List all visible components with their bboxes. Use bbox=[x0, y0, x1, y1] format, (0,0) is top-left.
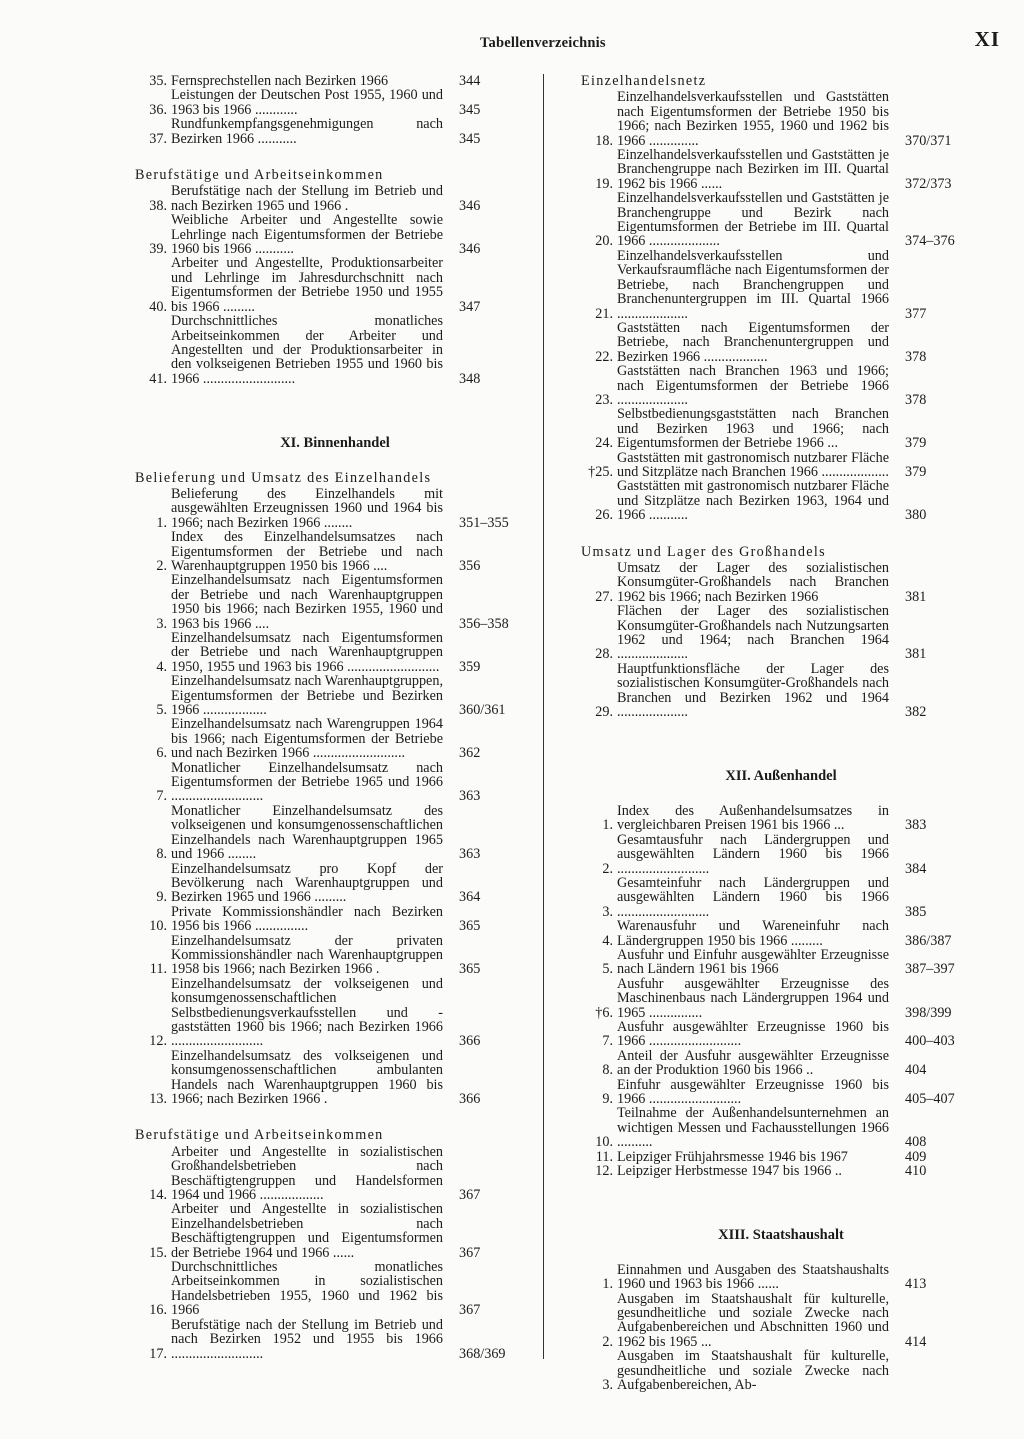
entry-page: 386/387 bbox=[905, 932, 952, 949]
toc-entry bbox=[581, 148, 961, 191]
entry-number: 7. bbox=[156, 788, 167, 805]
entry-page: 370/371 bbox=[905, 132, 952, 149]
toc-entry bbox=[581, 1150, 961, 1164]
entry-number: 4. bbox=[156, 658, 167, 675]
toc-entry bbox=[135, 314, 515, 386]
entry-page: 356–358 bbox=[459, 615, 509, 632]
entry-title: Fernsprechstellen nach Bezirken 1966 bbox=[171, 73, 389, 89]
entry-number: 15. bbox=[149, 1244, 167, 1261]
entry-page: 408 bbox=[905, 1134, 927, 1151]
entry-title: Belieferung des Einzelhandels mit ausgewählten Erzeugnissen 1960 und 1964 bis 1966; nach Bezirken 1966 ........ bbox=[171, 485, 443, 531]
toc-entry bbox=[135, 862, 515, 905]
entry-number: 10. bbox=[595, 1134, 613, 1151]
entry-number: 11. bbox=[149, 961, 167, 978]
entry-title: Selbstbedienungsgaststätten nach Branchen und Bezirken 1963 und 1966; nach Eigentumsformen der Betriebe 1966 ... bbox=[617, 406, 889, 452]
entry-number: 5. bbox=[602, 961, 613, 978]
entry-title: Index des Außenhandelsumsatzes in vergleichbaren Preisen 1961 bis 1966 ... bbox=[617, 802, 889, 834]
toc-entry bbox=[135, 977, 515, 1049]
entry-title: Gaststätten nach Eigentumsformen der Betriebe, nach Branchenuntergruppen und Bezirken 1966 .................. bbox=[617, 319, 889, 365]
entry-page: 413 bbox=[905, 1276, 927, 1293]
toc-entry bbox=[581, 662, 961, 720]
entry-title: Einzelhandelsverkaufsstellen und Gaststätten je Branchengruppe und Bezirk nach Eigentumsformen der Betriebe im III. Quartal 1966 .................... bbox=[617, 190, 889, 250]
toc-section bbox=[135, 74, 515, 146]
entry-page: 400–403 bbox=[905, 1033, 955, 1050]
entry-title: Arbeiter und Angestellte, Produktionsarbeiter und Lehrlinge im Jahresdurchschnitt nach Eigentumsformen der Betriebe 1950 und 1955 bis 1966 ......... bbox=[171, 255, 443, 315]
entry-page: 364 bbox=[459, 889, 481, 906]
entry-number: 37. bbox=[149, 130, 167, 147]
toc-entry bbox=[135, 1260, 515, 1318]
entry-page: 384 bbox=[905, 860, 927, 877]
entry-title: Flächen der Lager des sozialistischen Konsumgüter-Großhandels nach Nutzungsarten 1962 und 1964; nach Branchen 1964 .................... bbox=[617, 603, 889, 663]
toc-entry bbox=[135, 117, 515, 146]
toc-entry bbox=[581, 1078, 961, 1107]
running-title: Tabellenverzeichnis bbox=[480, 35, 606, 51]
toc-entry bbox=[135, 717, 515, 760]
toc-section bbox=[135, 168, 515, 386]
entry-title: Ausgaben im Staatshaushalt für kulturelle, gesundheitliche und soziale Zwecke nach Aufgabenbereichen und Abschnitten 1960 und 1962 bis 1965 ... bbox=[617, 1290, 889, 1350]
toc-entry bbox=[581, 364, 961, 407]
left-column bbox=[135, 74, 515, 1361]
entry-page: 381 bbox=[905, 646, 927, 663]
group-title: Berufstätige und Arbeitseinkommen bbox=[135, 167, 384, 184]
entry-page: 377 bbox=[905, 305, 927, 322]
entry-page: 372/373 bbox=[905, 175, 952, 192]
entry-number: 21. bbox=[595, 305, 613, 322]
entry-title: Leistungen der Deutschen Post 1955, 1960 und 1963 bis 1966 ............ bbox=[171, 87, 443, 118]
toc-entry bbox=[581, 479, 961, 522]
entry-title: Monatlicher Einzelhandelsumsatz des volkseigenen und konsumgenossenschaftlichen Einzelhandels nach Warenhauptgruppen 1965 und 1966 ........ bbox=[171, 802, 443, 863]
toc-entry bbox=[581, 833, 961, 876]
toc-entry bbox=[581, 919, 961, 948]
entry-page: 387–397 bbox=[905, 961, 955, 978]
entry-number: 2. bbox=[156, 557, 167, 574]
entry-number: 6. bbox=[156, 745, 167, 762]
entry-title: Einzelhandelsumsatz nach Eigentumsformen der Betriebe und nach Warenhauptgruppen 1950, 1955 und 1963 bis 1966 .......................... bbox=[171, 630, 443, 675]
entry-title: Leipziger Herbstmesse 1947 bis 1966 .. bbox=[617, 1163, 842, 1180]
entry-title: Einnahmen und Ausgaben des Staatshaushalts 1960 und 1963 bis 1966 ...... bbox=[617, 1261, 889, 1293]
entry-title: Warenausfuhr und Wareneinfuhr nach Ländergruppen 1950 bis 1966 ......... bbox=[617, 918, 889, 949]
entry-title: Weibliche Arbeiter und Angestellte sowie Lehrlinge nach Eigentumsformen der Betriebe 1960 bis 1966 ........... bbox=[171, 212, 443, 258]
entry-number: 3. bbox=[602, 903, 613, 920]
entry-title: Einzelhandelsumsatz nach Eigentumsformen der Betriebe und nach Warenhauptgruppen 1950 bis 1966; nach Bezirken 1955, 1960 und 1963 bis 1966 .... bbox=[171, 572, 443, 632]
entry-page: 362 bbox=[459, 745, 481, 762]
toc-entry bbox=[135, 674, 515, 717]
entry-page: 366 bbox=[459, 1091, 481, 1107]
entry-page: 398/399 bbox=[905, 1004, 952, 1021]
entry-title: Gesamteinfuhr nach Ländergruppen und ausgewählten Ländern 1960 bis 1966 .......................... bbox=[617, 874, 889, 920]
toc-section bbox=[135, 436, 515, 1106]
entry-page: 363 bbox=[459, 846, 481, 863]
entry-number: 16. bbox=[149, 1302, 167, 1319]
entry-title: Gaststätten nach Branchen 1963 und 1966; nach Eigentumsformen der Betriebe 1966 .................... bbox=[617, 363, 889, 408]
entry-number: 7. bbox=[602, 1033, 613, 1050]
entry-page: 367 bbox=[459, 1302, 481, 1319]
entry-page: 374–376 bbox=[905, 233, 955, 250]
toc-entry bbox=[135, 1318, 515, 1361]
toc-entry bbox=[135, 761, 515, 804]
entry-title: Ausfuhr und Einfuhr ausgewählter Erzeugnisse nach Ländern 1961 bis 1966 bbox=[617, 946, 889, 978]
entry-page: 378 bbox=[905, 391, 927, 408]
entry-page: 382 bbox=[905, 704, 927, 721]
toc-entry bbox=[135, 631, 515, 674]
entry-number: 8. bbox=[602, 1062, 613, 1079]
entry-title: Hauptfunktionsfläche der Lager des sozialistischen Konsumgüter-Großhandels nach Branchen und Bezirken 1962 und 1964 .................... bbox=[617, 660, 889, 721]
entry-number: 11. bbox=[595, 1148, 613, 1165]
entry-page: 367 bbox=[459, 1244, 481, 1261]
entry-number: 19. bbox=[595, 175, 613, 192]
entry-page: 345 bbox=[459, 101, 481, 118]
toc-entry bbox=[135, 1049, 515, 1107]
entry-number: 28. bbox=[595, 646, 613, 663]
group-title: Belieferung und Umsatz des Einzelhandels bbox=[135, 469, 432, 486]
toc-entry bbox=[581, 407, 961, 450]
toc-entry bbox=[581, 1049, 961, 1078]
entry-page: 385 bbox=[905, 903, 927, 920]
entry-number: †25. bbox=[588, 463, 613, 480]
entry-number: 41. bbox=[149, 370, 167, 387]
entry-page: 365 bbox=[459, 918, 481, 935]
toc-entry bbox=[581, 948, 961, 977]
toc-entry bbox=[135, 184, 515, 213]
entry-page: 363 bbox=[459, 788, 481, 805]
toc-entry bbox=[135, 1145, 515, 1203]
entry-title: Einzelhandelsumsatz nach Warengruppen 1964 bis 1966; nach Eigentumsformen der Betriebe und nach Bezirken 1966 .......................... bbox=[171, 716, 443, 762]
toc-entry bbox=[135, 88, 515, 117]
group-title: Berufstätige und Arbeitseinkommen bbox=[135, 1127, 384, 1144]
entry-page: 345 bbox=[459, 130, 481, 147]
toc-entry bbox=[581, 977, 961, 1020]
right-column bbox=[581, 74, 961, 1393]
part-title: XIII. Staatshaushalt bbox=[718, 1227, 844, 1244]
entry-page: 346 bbox=[459, 197, 481, 214]
entry-number: 10. bbox=[149, 918, 167, 935]
entry-title: Monatlicher Einzelhandelsumsatz nach Eigentumsformen der Betriebe 1965 und 1966 .......................... bbox=[171, 759, 443, 805]
entry-number: 13. bbox=[149, 1091, 167, 1107]
toc-entry bbox=[581, 1106, 961, 1149]
entry-page: 379 bbox=[905, 463, 927, 480]
toc-section bbox=[581, 1228, 961, 1392]
entry-title: Teilnahme der Außenhandelsunternehmen an wichtigen Messen und Fachausstellungen 1966 .......... bbox=[617, 1105, 889, 1151]
entry-number: 12. bbox=[595, 1163, 613, 1180]
entry-number: 18. bbox=[595, 132, 613, 149]
entry-title: Einfuhr ausgewählter Erzeugnisse 1960 bis 1966 .......................... bbox=[617, 1076, 889, 1107]
entry-title: Anteil der Ausfuhr ausgewählter Erzeugnisse an der Produktion 1960 bis 1966 .. bbox=[617, 1047, 889, 1079]
entry-number: 5. bbox=[156, 702, 167, 719]
entry-number: 36. bbox=[149, 101, 167, 118]
entry-number: 27. bbox=[595, 588, 613, 605]
entry-title: Ausfuhr ausgewählter Erzeugnisse 1960 bis 1966 .......................... bbox=[617, 1018, 889, 1050]
column-divider bbox=[543, 74, 544, 1359]
toc-entry bbox=[135, 905, 515, 934]
entry-number: 23. bbox=[595, 391, 613, 408]
entry-number: 9. bbox=[602, 1091, 613, 1107]
entry-number: †6. bbox=[595, 1004, 613, 1021]
entry-title: Rundfunkempfangsgenehmigungen nach Bezirken 1966 ........... bbox=[171, 116, 443, 147]
entry-page: 356 bbox=[459, 557, 481, 574]
entry-title: Gaststätten mit gastronomisch nutzbarer Fläche und Sitzplätze nach Bezirken 1963, 1964 und 1966 ........... bbox=[617, 478, 889, 524]
toc-entry bbox=[581, 451, 961, 480]
entry-number: 2. bbox=[602, 860, 613, 877]
entry-page: 368/369 bbox=[459, 1345, 506, 1362]
entry-number: 4. bbox=[602, 932, 613, 949]
entry-page: 347 bbox=[459, 298, 481, 315]
entry-title: Arbeiter und Angestellte in sozialistischen Großhandelsbetrieben nach Beschäftigtengruppen und Handelsformen 1964 und 1966 .................. bbox=[171, 1143, 443, 1204]
page-header bbox=[480, 27, 1000, 54]
entry-title: Einzelhandelsumsatz des volkseigenen und konsumgenossenschaftlichen ambulanten Handels nach Warenhauptgruppen 1960 bis 1966; nach Bezirken 1966 . bbox=[171, 1047, 443, 1107]
entry-page: 380 bbox=[905, 507, 927, 524]
entry-title: Ausfuhr ausgewählter Erzeugnisse des Maschinenbaus nach Ländergruppen 1964 und 1965 ............... bbox=[617, 975, 889, 1021]
entry-page: 348 bbox=[459, 370, 481, 387]
entry-number: 24. bbox=[595, 435, 613, 452]
page-number: XI bbox=[974, 27, 1000, 51]
entry-page: 404 bbox=[905, 1062, 927, 1079]
entry-title: Einzelhandelsverkaufsstellen und Gaststätten je Branchengruppe nach Bezirken im III. Quartal 1962 bis 1966 ...... bbox=[617, 147, 889, 192]
toc-entry bbox=[581, 1292, 961, 1350]
toc-entry bbox=[135, 1202, 515, 1260]
toc-entry bbox=[581, 90, 961, 148]
toc-entry bbox=[581, 1164, 961, 1178]
toc-entry bbox=[135, 487, 515, 530]
entry-title: Leipziger Frühjahrsmesse 1946 bis 1967 bbox=[617, 1148, 848, 1165]
entry-number: 39. bbox=[149, 241, 167, 258]
entry-page: 367 bbox=[459, 1187, 481, 1204]
entry-number: 9. bbox=[156, 889, 167, 906]
entry-page: 378 bbox=[905, 348, 927, 365]
toc-entry bbox=[135, 530, 515, 573]
entry-title: Einzelhandelsverkaufsstellen und Verkaufsraumfläche nach Eigentumsformen der Betriebe, nach Branchengruppen und Branchenuntergruppen im III. Quartal 1966 .................... bbox=[617, 247, 889, 322]
entry-page: 405–407 bbox=[905, 1091, 955, 1107]
toc-entry bbox=[135, 256, 515, 314]
entry-title: Umsatz der Lager des sozialistischen Konsumgüter-Großhandels nach Branchen 1962 bis 1966; nach Bezirken 1966 bbox=[617, 560, 889, 605]
part-title: XII. Außenhandel bbox=[725, 768, 837, 785]
entry-title: Einzelhandelsumsatz der volkseigenen und konsumgenossenschaftlichen Selbstbedienungsverkaufsstellen und -gaststätten 1960 bis 1966; nach Bezirken 1966 .......................... bbox=[171, 975, 443, 1050]
entry-page: 346 bbox=[459, 241, 481, 258]
entry-title: Einzelhandelsumsatz nach Warenhauptgruppen, Eigentumsformen der Betriebe und Bezirken 1966 .................. bbox=[171, 673, 443, 719]
entry-number: 2. bbox=[602, 1333, 613, 1350]
entry-number: 40. bbox=[149, 298, 167, 315]
entry-title: Durchschnittliches monatliches Arbeitseinkommen in sozialistischen Handelsbetrieben 1955, 1960 und 1962 bis 1966 bbox=[171, 1259, 443, 1319]
entry-number: 8. bbox=[156, 846, 167, 863]
entry-number: 22. bbox=[595, 348, 613, 365]
entry-title: Einzelhandelsumsatz pro Kopf der Bevölkerung nach Warenhauptgruppen und Bezirken 1965 und 1966 ......... bbox=[171, 860, 443, 906]
toc-section bbox=[581, 74, 961, 523]
toc-entry bbox=[581, 1263, 961, 1292]
entry-page: 414 bbox=[905, 1333, 927, 1350]
entry-page: 360/361 bbox=[459, 702, 506, 719]
toc-entry bbox=[135, 573, 515, 631]
entry-title: Index des Einzelhandelsumsatzes nach Eigentumsformen der Betriebe und nach Warenhauptgruppen 1950 bis 1966 .... bbox=[171, 529, 443, 574]
toc-entry bbox=[581, 1020, 961, 1049]
entry-page: 359 bbox=[459, 658, 481, 675]
entry-number: 1. bbox=[156, 514, 167, 531]
entry-number: 29. bbox=[595, 704, 613, 721]
entry-number: 17. bbox=[149, 1345, 167, 1362]
entry-number: 3. bbox=[156, 615, 167, 632]
toc-section bbox=[581, 769, 961, 1178]
toc-entry bbox=[581, 249, 961, 321]
entry-page: 351–355 bbox=[459, 514, 509, 531]
entry-page: 409 bbox=[905, 1148, 927, 1165]
toc-entry bbox=[135, 213, 515, 256]
toc-entry bbox=[135, 934, 515, 977]
entry-page: 379 bbox=[905, 435, 927, 452]
entry-page: 366 bbox=[459, 1033, 481, 1050]
toc-entry bbox=[581, 191, 961, 249]
entry-page: 383 bbox=[905, 817, 927, 834]
toc-entry bbox=[581, 804, 961, 833]
toc-section bbox=[135, 1128, 515, 1361]
entry-number: 12. bbox=[149, 1033, 167, 1050]
entry-title: Private Kommissionshändler nach Bezirken 1956 bis 1966 ............... bbox=[171, 903, 443, 935]
entry-title: Ausgaben im Staatshaushalt für kulturelle, gesundheitliche und soziale Zwecke nach Aufgabenbereichen, Ab- bbox=[617, 1348, 889, 1394]
entry-title: Arbeiter und Angestellte in sozialistischen Einzelhandelsbetrieben nach Beschäftigtengruppen und Eigentumsformen der Betriebe 1964 und 1966 ...... bbox=[171, 1201, 443, 1261]
part-title: XI. Binnenhandel bbox=[280, 435, 390, 452]
entry-number: 26. bbox=[595, 507, 613, 524]
entry-page: 410 bbox=[905, 1163, 927, 1180]
entry-number: 14. bbox=[149, 1187, 167, 1204]
toc-entry bbox=[581, 604, 961, 662]
entry-title: Berufstätige nach der Stellung im Betrieb und nach Bezirken 1965 und 1966 . bbox=[171, 183, 443, 214]
entry-page: 381 bbox=[905, 588, 927, 605]
entry-number: 1. bbox=[602, 1276, 613, 1293]
toc-entry bbox=[135, 74, 515, 88]
entry-title: Berufstätige nach der Stellung im Betrieb und nach Bezirken 1952 und 1955 bis 1966 .......................... bbox=[171, 1316, 443, 1362]
entry-title: Einzelhandelsumsatz der privaten Kommissionshändler nach Warenhauptgruppen 1958 bis 1966; nach Bezirken 1966 . bbox=[171, 932, 443, 978]
entry-number: 35. bbox=[149, 73, 167, 89]
toc-entry bbox=[581, 321, 961, 364]
entry-page: 344 bbox=[459, 73, 481, 89]
entry-title: Einzelhandelsverkaufsstellen und Gaststätten nach Eigentumsformen der Betriebe 1950 bis 1966; nach Bezirken 1955, 1960 und 1962 bis 1966 .............. bbox=[617, 89, 889, 149]
toc-entry bbox=[581, 876, 961, 919]
entry-number: 20. bbox=[595, 233, 613, 250]
entry-number: 3. bbox=[602, 1377, 613, 1394]
toc-entry bbox=[581, 1349, 961, 1392]
entry-title: Gaststätten mit gastronomisch nutzbarer Fläche und Sitzplätze nach Branchen 1966 ................... bbox=[617, 449, 889, 480]
toc-entry bbox=[135, 804, 515, 862]
entry-title: Durchschnittliches monatliches Arbeitseinkommen der Arbeiter und Angestellten und der Produktionsarbeiter in den volkseigenen Betrieben 1955 und 1960 bis 1966 .......................... bbox=[171, 313, 443, 387]
entry-page: 365 bbox=[459, 961, 481, 978]
toc-entry bbox=[581, 561, 961, 604]
entry-title: Gesamtausfuhr nach Ländergruppen und ausgewählten Ländern 1960 bis 1966 .......................... bbox=[617, 831, 889, 877]
group-title: Einzelhandelsnetz bbox=[581, 73, 707, 89]
group-title: Umsatz und Lager des Großhandels bbox=[581, 543, 826, 560]
entry-number: 38. bbox=[149, 197, 167, 214]
entry-number: 1. bbox=[602, 817, 613, 834]
toc-section bbox=[581, 545, 961, 720]
